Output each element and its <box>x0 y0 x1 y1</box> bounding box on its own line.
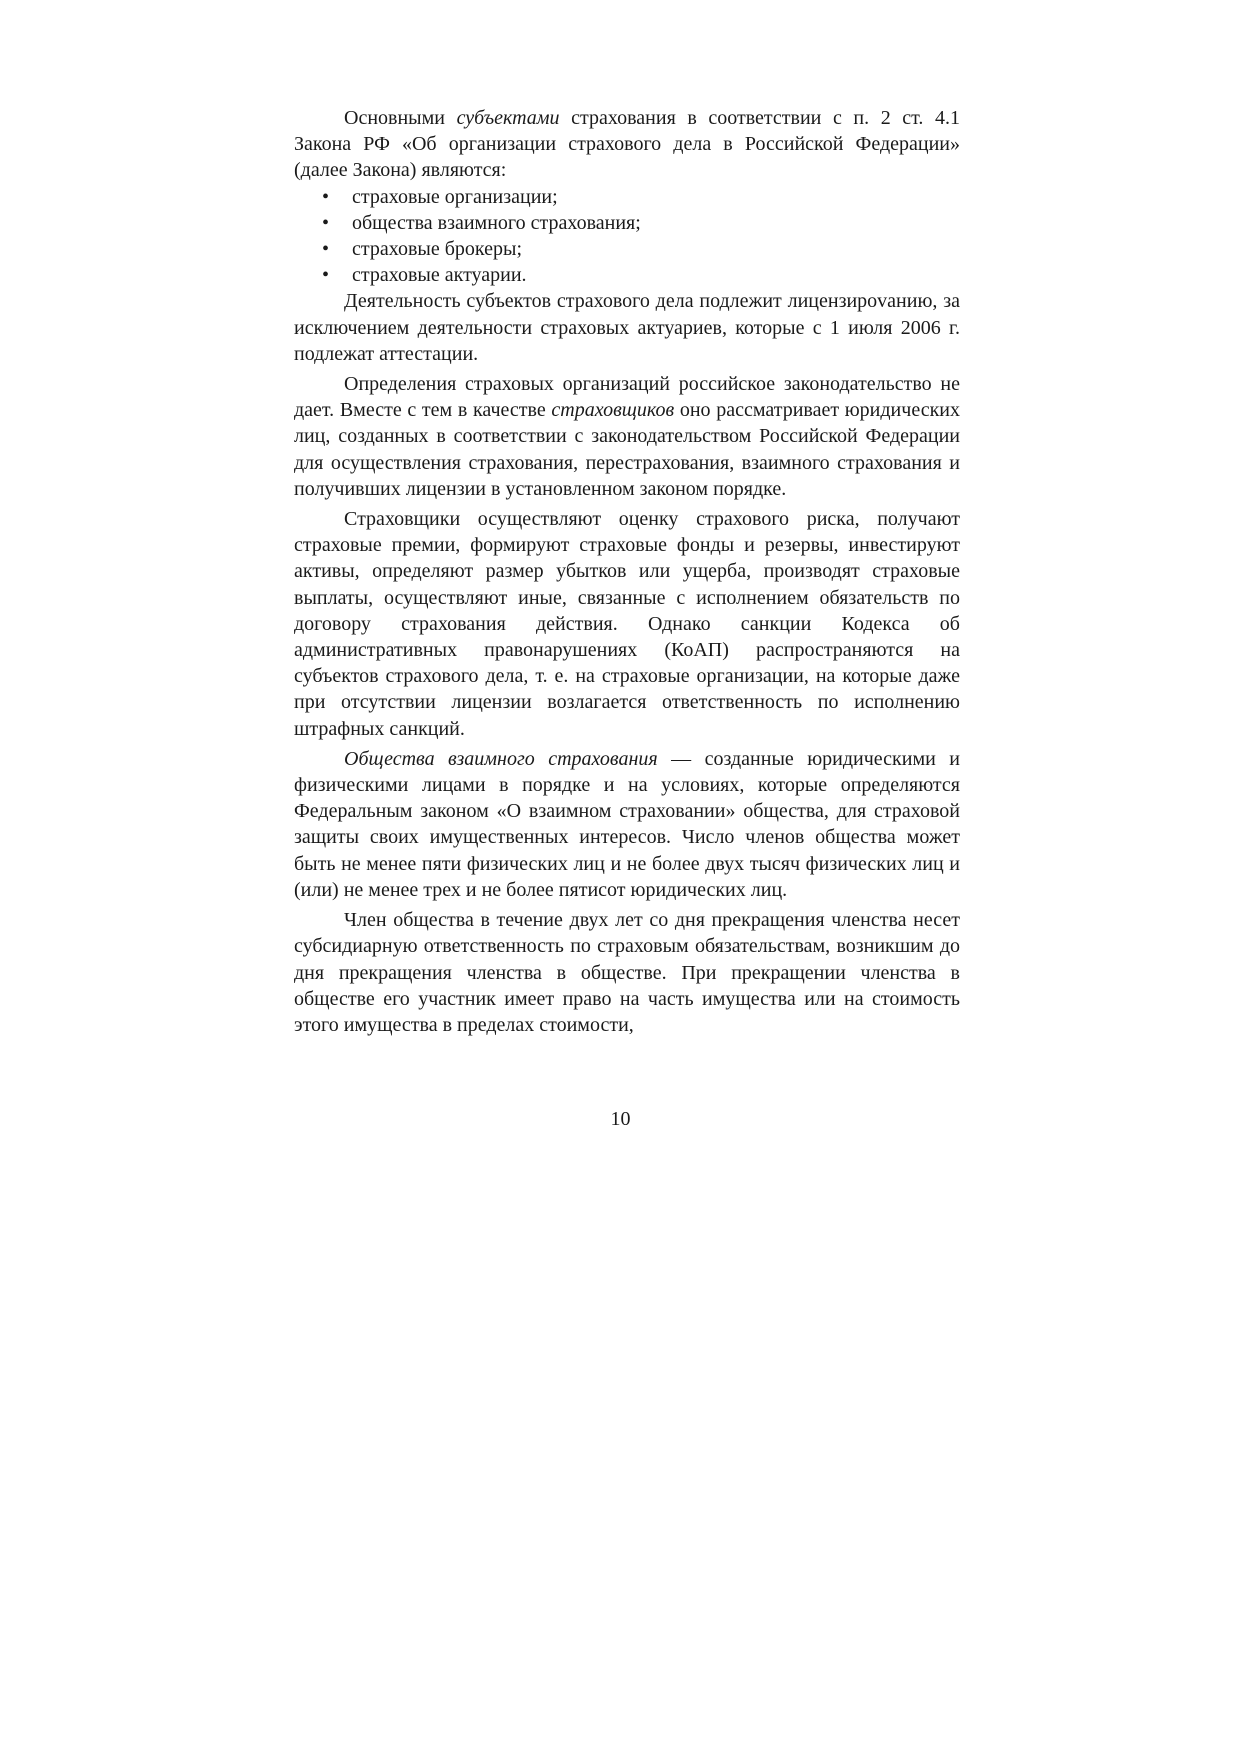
paragraph-mutual-societies: Общества взаимного страхования — созданные юридическими и физическими лицами в порядке и на условиях, которые определяются Федеральным законом «О взаимном страховании» общества, для страховой защиты своих имущественных интересов. Число членов общества может быть не менее пяти физических лиц и не более двух тысяч физических лиц и (или) не менее трех и не более пятисот юридических лиц. <box>294 747 961 901</box>
term-mutual-societies: Общества взаимного страхования <box>344 747 658 770</box>
list-item: • страховые актуарии. <box>322 262 960 288</box>
term-subjects: субъектами <box>456 107 560 129</box>
bullet-icon: • <box>322 185 330 208</box>
list-item: • страховые брокеры; <box>322 236 960 262</box>
term-insurers: страховщиков <box>551 399 675 422</box>
paragraph-member-liability: Член общества в течение двух лет со дня прекращения членства несет субсидиарную ответственность по страховым обязательствам, возникшим до дня прекращения членства в обществе. При прекращении членства в обществе его участник имеет право на часть имущества или на стоимость этого имущества в пределах стоимости, <box>294 909 960 1036</box>
paragraph-insurer-activities: Страховщики осуществляют оценку страхового риска, получают страховые премии, формируют страховые фонды и резервы, инвестируют активы, определяют размер убытков или ущерба, производят страховые выплаты, осуществляют иные, связанные с исполнением обязательств по договору страхования действия. Однако санкции Кодекса об административных правонарушениях (КоАП) распространяются на субъектов страхового дела, т. е. на страховые организации, на которые даже при отсутствии лицензии возлагается ответственность по исполнению штрафных санкций. <box>294 508 960 740</box>
list-item: • общества взаимного страхования; <box>322 210 960 236</box>
bullet-icon: • <box>322 264 330 287</box>
subjects-list <box>294 184 960 289</box>
page-body <box>294 105 960 1038</box>
bullet-icon: • <box>322 211 330 234</box>
paragraph-insurers: Определения страховых организаций российское законодательство не дает. Вместе с тем в качестве страховщиков оно рассматривает юридических лиц, созданных в соответствии с законодательством Российской Федерации для осуществления страхования, перестрахования, взаимного страхования и получивших лицензии в установленном законом порядке. <box>294 373 960 500</box>
list-item: • страховые организации; <box>322 184 960 210</box>
page-number: 10 <box>610 1108 631 1130</box>
paragraph-subjects: Основными субъектами страхования в соответствии с п. 2 ст. 4.1 Закона РФ «Об организации страхового дела в Российской Федерации» (далее Закона) являются: <box>294 107 960 182</box>
bullet-icon: • <box>322 238 330 261</box>
paragraph-licensing: Деятельность субъектов страхового дела подлежит лицензироvанию, за исключением деятельности страховых актуариев, которые с 1 июля 2006 г. подлежат аттестации. <box>294 290 960 365</box>
